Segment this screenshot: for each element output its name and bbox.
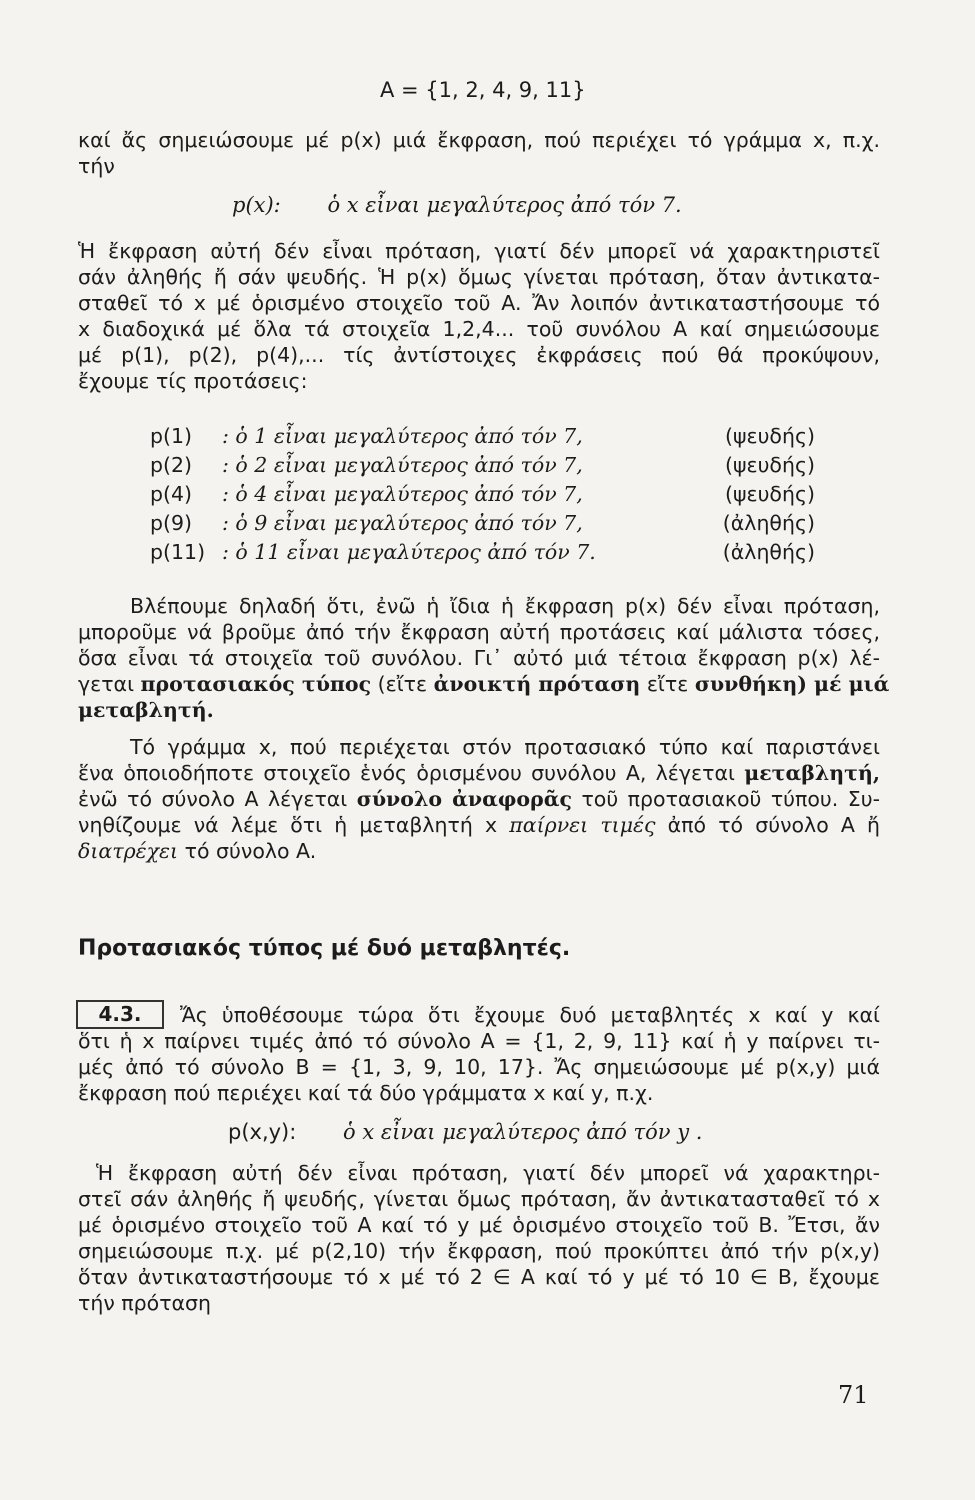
para3-line1: Βλέπουμε δηλαδή ὅτι, ἐνῶ ἡ ἴδια ἡ ἔκφραση p(x) δέν εἶναι πρόταση, — [130, 594, 880, 618]
term-variable: μεταβλητή, — [744, 761, 880, 785]
para4-line1: Τό γράμμα x, πού περιέχεται στόν προτασιακό τύπο καί παριστάνει — [130, 735, 880, 759]
para4-line2: ἕνα ὁποιοδήποτε στοιχεῖο ἑνός ὁρισμένου συνόλου A, λέγεται μεταβλητή, — [78, 761, 880, 785]
proposition-row: p(4) : ὁ 4 εἶναι μεγαλύτερος ἀπό τόν 7, (ψευδής) — [150, 482, 815, 506]
proposition-row: p(11) : ὁ 11 εἶναι μεγαλύτερος ἀπό τόν 7. (ἀληθής) — [150, 540, 815, 564]
para5-line4: ἔκφραση πού περιέχει καί τά δύο γράμματα x καί y, π.χ. — [78, 1081, 654, 1105]
para5-line2: ὅτι ἡ x παίρνει τιμές ἀπό τό σύνολο A = {1, 2, 9, 11} καί ἡ y παίρνει τι- — [78, 1029, 880, 1053]
expression-pxy-text: ὁ x εἶναι μεγαλύτερος ἀπό τόν y . — [343, 1120, 703, 1144]
term-open-sentence: ἀνοικτή πρόταση — [433, 672, 641, 696]
para2-line2: σάν ἀληθής ἤ σάν ψευδής. Ἡ p(x) ὅμως γίνεται πρόταση, ὅταν ἀντικατα- — [78, 265, 880, 289]
para6-line5: ὅταν ἀντικαταστήσουμε τό x μέ τό 2 ∈ A καί τό y μέ τό 10 ∈ B, ἔχουμε — [78, 1265, 880, 1289]
para2-line1: Ἡ ἔκφραση αὐτή δέν εἶναι πρόταση, γιατί δέν μπορεῖ νά χαρακτηριστεῖ — [78, 239, 880, 263]
para2-line4: x διαδοχικά μέ ὅλα τά στοιχεῖα 1,2,4... τοῦ συνόλου A καί σημειώσουμε — [78, 317, 880, 341]
para4-line3: ἐνῶ τό σύνολο A λέγεται σύνολο ἀναφορᾶς τοῦ προτασιακοῦ τύπου. Συ- — [78, 787, 880, 811]
para6-line1: Ἡ ἔκφραση αὐτή δέν εἶναι πρόταση, γιατί δέν μπορεῖ νά χαρακτηρι- — [96, 1161, 880, 1185]
para3-line4: γεται προτασιακός τύπος (εἴτε ἀνοικτή πρόταση εἴτε συνθήκη) μέ μιά — [78, 672, 890, 696]
para6-line3: μέ ὁρισμένο στοιχεῖο τοῦ A καί τό y μέ ὁρισμένο στοιχεῖο τοῦ B. Ἔτσι, ἄν — [78, 1213, 880, 1237]
para3-line3: ὅσα εἶναι τά στοιχεῖα τοῦ συνόλου. Γι᾽ αὐτό μιά τέτοια ἔκφραση p(x) λέ- — [78, 646, 880, 670]
expression-pxy-label: p(x,y): — [228, 1120, 297, 1144]
term-condition: συνθήκη) μέ μιά — [694, 672, 890, 696]
expression-pxy — [228, 1120, 702, 1144]
proposition-row: p(9) : ὁ 9 εἶναι μεγαλύτερος ἀπό τόν 7, (ἀληθής) — [150, 511, 815, 535]
para2-line5: μέ p(1), p(2), p(4),... τίς ἀντίστοιχες ἐκφράσεις πού θά προκύψουν, — [78, 343, 880, 367]
para2-line6: ἔχουμε τίς προτάσεις: — [78, 369, 308, 393]
proposition-row: p(1) : ὁ 1 εἶναι μεγαλύτερος ἀπό τόν 7, (ψευδής) — [150, 424, 815, 448]
para6-line6: τήν πρόταση — [78, 1291, 212, 1315]
expression-px-label: p(x): — [232, 193, 281, 217]
page-number: 71 — [838, 1381, 869, 1409]
para6-line4: σημειώσουμε π.χ. μέ p(2,10) τήν ἔκφραση, πού προκύπτει ἀπό τήν p(x,y) — [78, 1239, 880, 1263]
para5-line1: Ἄς ὑποθέσουμε τώρα ὅτι ἔχουμε δυό μεταβλητές x καί y καί — [180, 1003, 880, 1027]
para2-line3: σταθεῖ τό x μέ ὁρισμένο στοιχεῖο τοῦ A. Ἄν λοιπόν ἀντικαταστήσουμε τό — [78, 291, 880, 315]
para5-line3: μές ἀπό τό σύνολο B = {1, 3, 9, 10, 17}. Ἄς σημειώσουμε μέ p(x,y) μιά — [78, 1055, 880, 1079]
para1-line1: καί ἄς σημειώσουμε μέ p(x) μιά ἔκφραση, πού περιέχει τό γράμμα x, π.χ. — [78, 128, 880, 152]
section-number-box: 4.3. — [76, 1000, 164, 1029]
expression-px-text: ὁ x εἶναι μεγαλύτερος ἀπό τόν 7. — [327, 193, 682, 217]
term-reference-set: σύνολο ἀναφορᾶς — [356, 787, 572, 811]
para6-line2: στεῖ σάν ἀληθής ἤ ψευδής, γίνεται ὅμως πρόταση, ἄν ἀντικατασταθεῖ τό x — [78, 1187, 880, 1211]
expression-px — [232, 193, 682, 217]
term-propositional-formula: προτασιακός τύπος — [140, 672, 372, 696]
para4-line4: νηθίζουμε νά λέμε ὅτι ἡ μεταβλητή x παίρνει τιμές ἀπό τό σύνολο A ἤ — [78, 813, 881, 837]
proposition-row: p(2) : ὁ 2 εἶναι μεγαλύτερος ἀπό τόν 7, (ψευδής) — [150, 453, 815, 477]
para1-line2: τήν — [78, 154, 115, 178]
section-heading: Προτασιακός τύπος μέ δυό μεταβλητές. — [78, 936, 571, 961]
set-a-definition: A = {1, 2, 4, 9, 11} — [380, 78, 586, 102]
para3-line2: μποροῦμε νά βροῦμε ἀπό τήν ἔκφραση αὐτή προτάσεις καί μάλιστα τόσες, — [78, 620, 880, 644]
para3-line5: μεταβλητή. — [78, 698, 214, 722]
para4-line5: διατρέχει τό σύνολο A. — [78, 839, 317, 863]
